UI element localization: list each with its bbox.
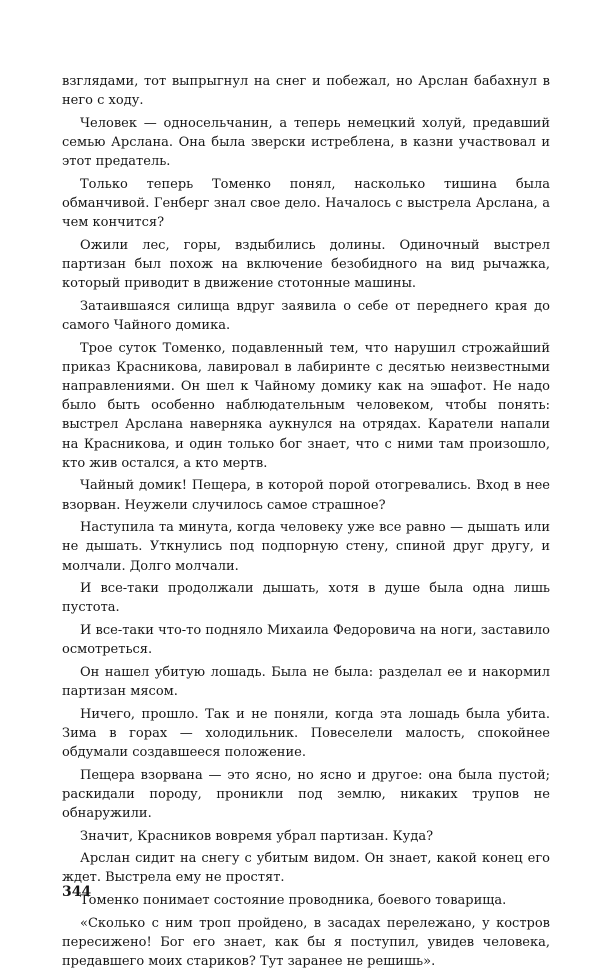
page-text xyxy=(62,72,550,975)
paragraph: И все-таки продолжали дышать, хотя в душе была одна лишь пустота. xyxy=(62,581,550,616)
paragraph: Только теперь Томенко понял, насколько тишина была обманчивой. Генберг знал свое дело. Началось с выстрела Арслана, а чем кончится? xyxy=(62,176,550,231)
paragraph: И все-таки что-то подняло Михаила Федоровича на ноги, заставило осмотреться. xyxy=(62,623,550,658)
paragraph: Значит, Красников вовремя убрал партизан. Куда? xyxy=(80,828,434,844)
page-number: 344 xyxy=(62,884,92,900)
paragraph: Ожили лес, горы, вздыбились долины. Одиночный выстрел партизан был похож на включение безобидного на вид рычажка, который приводит в движение стотонные машины. xyxy=(62,237,550,292)
paragraph: Наступила та минута, когда человеку уже все равно — дышать или не дышать. Уткнулись под подпорную стену, спиной друг другу, и молчали. Долго молчали. xyxy=(62,520,550,574)
paragraph: Он нашел убитую лошадь. Была не была: разделал ее и накормил партизан мясом. xyxy=(62,664,550,699)
paragraph: Томенко понимает состояние проводника, боевого товарища. xyxy=(80,892,507,908)
paragraph: Ничего, прошло. Так и не поняли, когда эта лошадь была убита. Зима в горах — холодильник. Повеселели малость, спокойнее обдумали создавшееся положение. xyxy=(62,706,550,760)
paragraph: Арслан сидит на снегу с убитым видом. Он знает, какой конец его ждет. Выстрела ему не простят. xyxy=(62,851,550,886)
paragraph: Человек — односельчанин, а теперь немецкий холуй, предавший семью Арслана. Она была зверски истреблена, в казни участвовал и этот предатель. xyxy=(62,115,550,170)
paragraph: Пещера взорвана — это ясно, но ясно и другое: она была пустой; раскидали породу, проникли под землю, никаких трупов не обнаружили. xyxy=(62,767,550,821)
paragraph: «Сколько с ним троп пройдено, в засадах перележано, у костров пересижено! Бог его знает, как бы я поступил, увидев человека, предавшего моих стариков? Тут заранее не решишь». xyxy=(62,915,550,969)
paragraph: Чайный домик! Пещера, в которой порой отогревались. Вход в нее взорван. Неужели случилось самое страшное? xyxy=(62,478,550,513)
paragraph: Трое суток Томенко, подавленный тем, что нарушил строжайший приказ Красникова, лавировал в лабиринте с десятью неизвестными направлениями. Он шел к Чайному домику как на эшафот. Не надо было быть особенно наблюдательным человеком, чтобы понять: выстрел Арслана наверняка аукнулся на отрядах. Каратели напали на Красникова, и один только бог знает, что с ними там произошло, кто жив остался, а кто мертв. xyxy=(62,340,550,471)
paragraph: Затаившаяся силища вдруг заявила о себе от переднего края до самого Чайного домика. xyxy=(62,298,550,333)
paragraph: взглядами, тот выпрыгнул на снег и побежал, но Арслан бабахнул в него с ходу. xyxy=(62,74,550,109)
